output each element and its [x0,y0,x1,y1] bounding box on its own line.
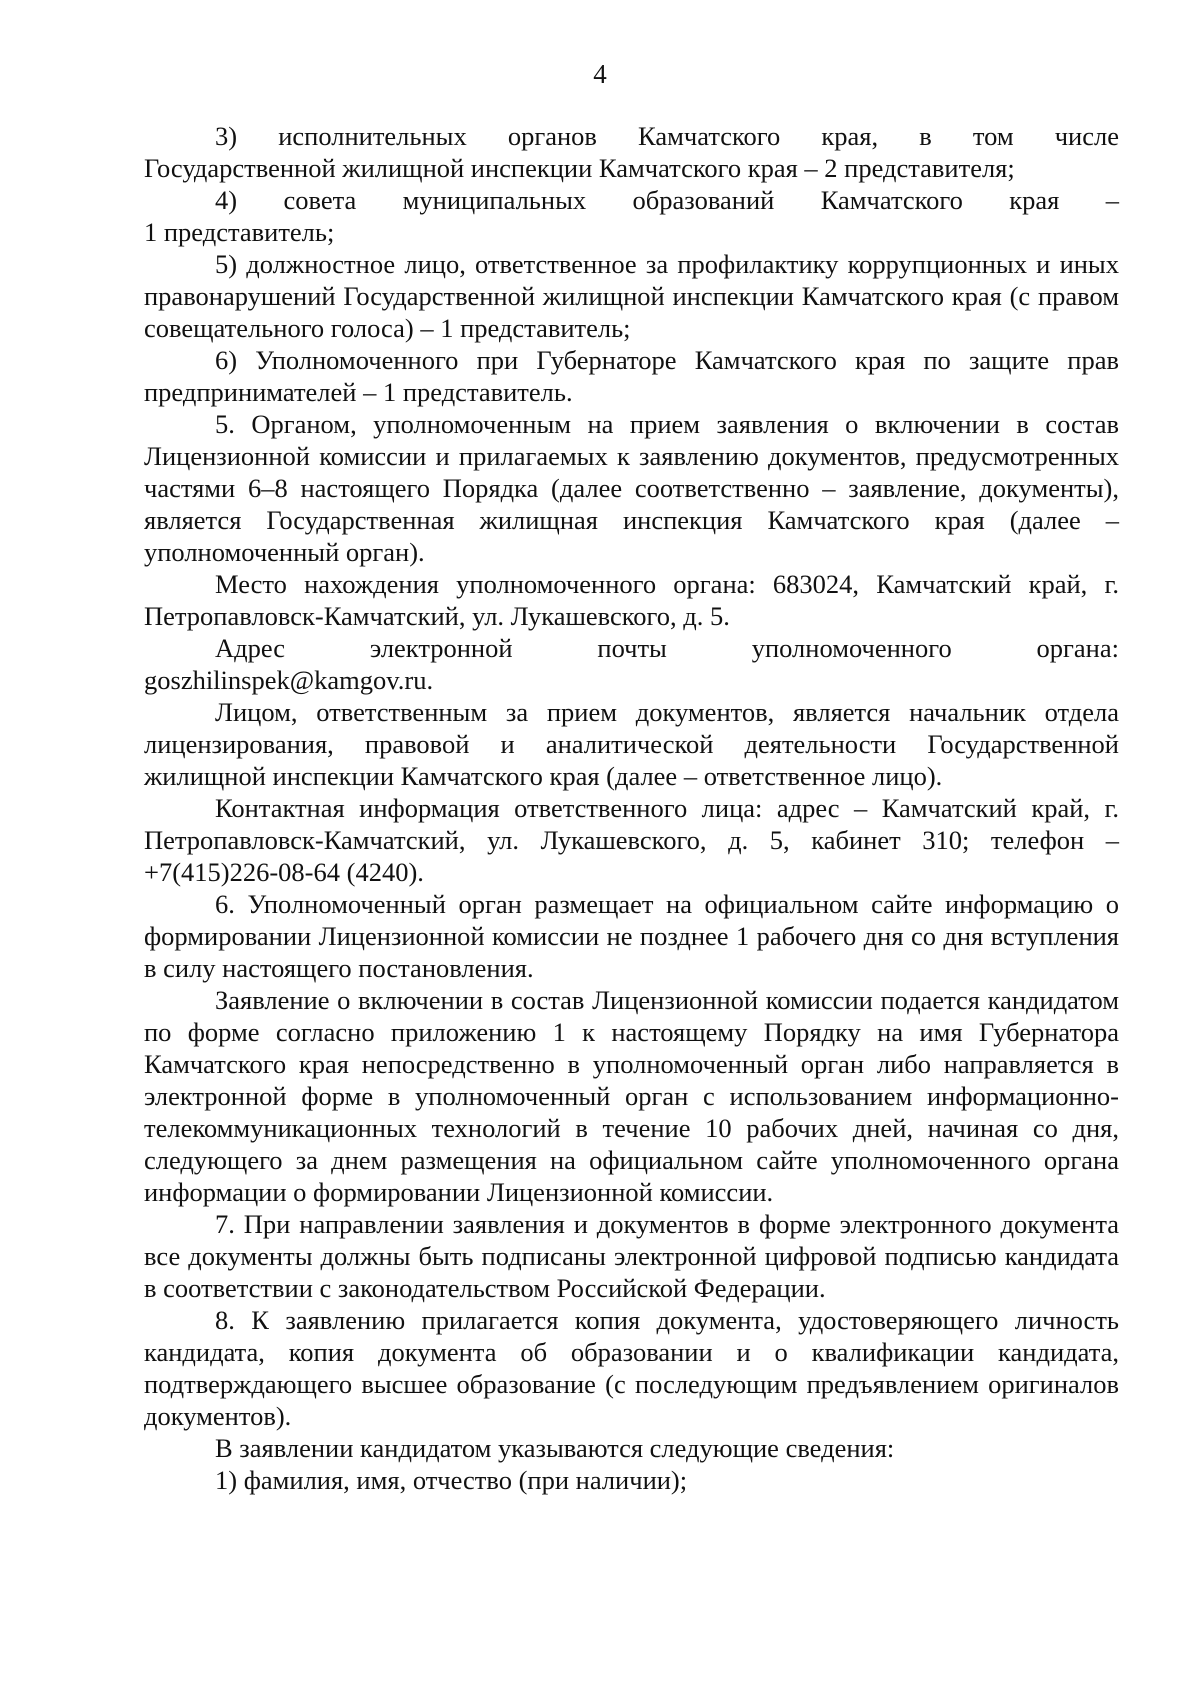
paragraph-application: Заявление о включении в состав Лицензионной комиссии подается кандидатом по форме согласно приложению 1 к настоящему Порядку на имя Губернатора Камчатского края непосредственно в уполномоченный орган либо направляется в электронной форме в уполномоченный орган с использованием информационно-телекоммуникационных технологий в течение 10 рабочих дней, начиная со дня, следующего за днем размещения на официальном сайте уполномоченного органа информации о формировании Лицензионной комиссии. [144,985,1119,1207]
paragraph-item-4-continuation: 1 представитель; [144,217,335,247]
paragraph-location: Место нахождения уполномоченного органа: 683024, Камчатский край, г. Петропавловск-Камчатский, ул. Лукашевского, д. 5. [144,569,1119,631]
paragraph-application-info: В заявлении кандидатом указываются следующие сведения: [215,1433,895,1463]
paragraph-contact-info: Контактная информация ответственного лица: адрес – Камчатский край, г. Петропавловск-Камчатский, ул. Лукашевского, д. 5, кабинет 310; телефон – +7(415)226-08-64 (4240). [144,793,1119,887]
paragraph-responsible-person: Лицом, ответственным за прием документов, является начальник отдела лицензирования, правовой и аналитической деятельности Государственной жилищной инспекции Камчатского края (далее – ответственное лицо). [144,697,1119,791]
page-number: 4 [593,59,607,89]
paragraph-section-5: 5. Органом, уполномоченным на прием заявления о включении в состав Лицензионной комиссии и прилагаемых к заявлению документов, предусмотренных частями 6–8 настоящего Порядка (далее соответственно – заявление, документы), является Государственная жилищная инспекция Камчатского края (далее – уполномоченный орган). [144,409,1119,567]
paragraph-section-6: 6. Уполномоченный орган размещает на официальном сайте информацию о формировании Лицензионной комиссии не позднее 1 рабочего дня со дня вступления в силу настоящего постановления. [144,889,1119,983]
paragraph-item-6: 6) Уполномоченного при Губернаторе Камчатского края по защите прав предпринимателей – 1 представитель. [144,345,1119,407]
paragraph-item-3: 3) исполнительных органов Камчатского края, в том числе [215,121,1119,151]
paragraph-email-address: goszhilinspek@kamgov.ru. [144,665,434,695]
paragraph-item-4: 4) совета муниципальных образований Камчатского края – [215,185,1119,215]
document-body [144,120,1119,1496]
paragraph-item-5: 5) должностное лицо, ответственное за профилактику коррупционных и иных правонарушений Государственной жилищной инспекции Камчатского края (с правом совещательного голоса) – 1 представитель; [144,249,1119,343]
paragraph-email-label: Адрес электронной почты уполномоченного органа: [215,633,1119,663]
paragraph-item-3-continuation: Государственной жилищной инспекции Камчатского края – 2 представителя; [144,153,1015,183]
paragraph-info-item-1: 1) фамилия, имя, отчество (при наличии); [215,1465,688,1495]
paragraph-section-7: 7. При направлении заявления и документов в форме электронного документа все документы должны быть подписаны электронной цифровой подписью кандидата в соответствии с законодательством Российской Федерации. [144,1209,1119,1303]
paragraph-section-8: 8. К заявлению прилагается копия документа, удостоверяющего личность кандидата, копия документа об образовании и о квалификации кандидата, подтверждающего высшее образование (с последующим предъявлением оригиналов документов). [144,1305,1119,1431]
